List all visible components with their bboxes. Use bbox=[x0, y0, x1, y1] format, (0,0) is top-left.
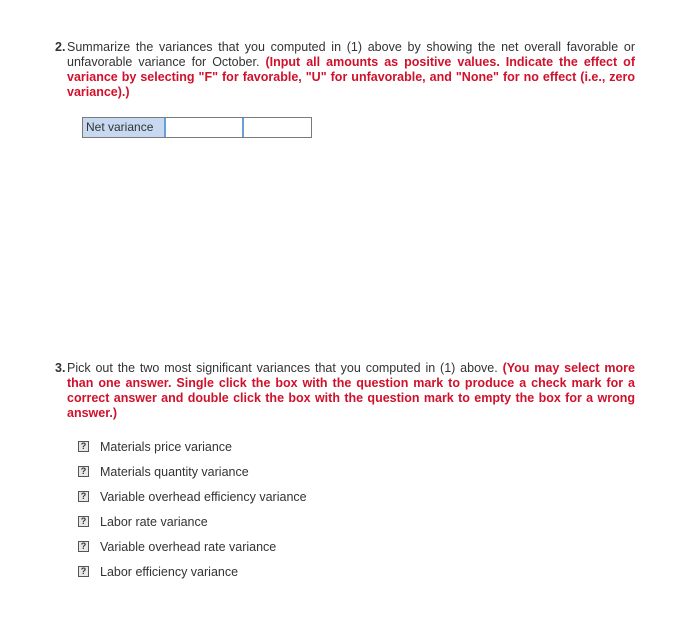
question-mark-checkbox-icon[interactable]: ? bbox=[78, 491, 89, 502]
net-variance-amount-input[interactable] bbox=[166, 118, 244, 137]
option-label: Materials price variance bbox=[100, 439, 232, 454]
net-variance-effect-select[interactable] bbox=[244, 118, 311, 137]
variance-options-list bbox=[78, 434, 307, 584]
question-mark-checkbox-icon[interactable]: ? bbox=[78, 441, 89, 452]
option-label: Labor rate variance bbox=[100, 514, 208, 529]
question-3-instructions: (You may select more than one answer. Single click the box with the question mark to produce a check mark for a correct answer and double click the box with the question mark to empty the box for a wrong answer.) bbox=[67, 361, 636, 420]
question-3-text: Pick out the two most significant variances that you computed in (1) above. bbox=[67, 361, 503, 375]
question-3-body bbox=[55, 361, 635, 421]
net-variance-label: Net variance bbox=[83, 118, 166, 137]
question-mark-checkbox-icon[interactable]: ? bbox=[78, 566, 89, 577]
question-3 bbox=[55, 361, 635, 421]
net-variance-table bbox=[82, 117, 312, 138]
question-2-body bbox=[55, 40, 635, 100]
question-2-instructions: (Input all amounts as positive values. Indicate the effect of variance by selecting "F" for favorable, "U" for unfavorable, and "None" for no effect (i.e., zero variance).) bbox=[67, 55, 635, 99]
net-variance-amount-cell bbox=[166, 118, 244, 137]
option-materials-price-variance[interactable] bbox=[78, 434, 307, 459]
option-label: Materials quantity variance bbox=[100, 464, 249, 479]
question-3-number: 3. bbox=[55, 361, 66, 375]
question-mark-checkbox-icon[interactable]: ? bbox=[78, 541, 89, 552]
option-labor-efficiency-variance[interactable] bbox=[78, 559, 307, 584]
question-2-number: 2. bbox=[55, 40, 66, 54]
option-materials-quantity-variance[interactable] bbox=[78, 459, 307, 484]
option-label: Variable overhead rate variance bbox=[100, 539, 277, 554]
question-2-text: Summarize the variances that you computed in (1) above by showing the net overall favorable or unfavorable variance for October. bbox=[67, 40, 635, 69]
option-variable-overhead-rate-variance[interactable] bbox=[78, 534, 307, 559]
option-label: Variable overhead efficiency variance bbox=[100, 489, 307, 504]
question-mark-checkbox-icon[interactable]: ? bbox=[78, 466, 89, 477]
option-label: Labor efficiency variance bbox=[100, 564, 239, 579]
question-mark-checkbox-icon[interactable]: ? bbox=[78, 516, 89, 527]
question-2 bbox=[55, 40, 635, 100]
net-variance-effect-cell bbox=[244, 118, 311, 137]
option-variable-overhead-efficiency-variance[interactable] bbox=[78, 484, 307, 509]
option-labor-rate-variance[interactable] bbox=[78, 509, 307, 534]
